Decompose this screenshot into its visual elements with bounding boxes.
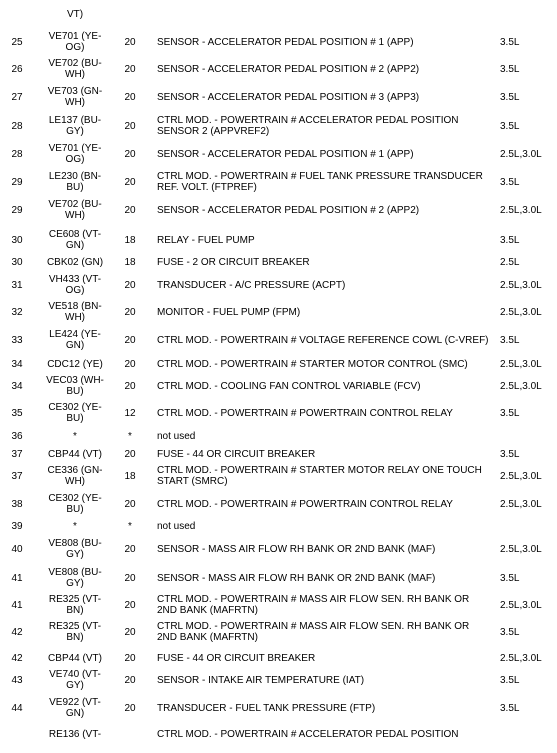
application: 2.5L,3.0L (500, 543, 542, 555)
circuit-desc: RELAY - FUEL PUMP (157, 234, 255, 246)
wire-gauge: 20 (124, 306, 136, 318)
pin-number: 37 (11, 470, 23, 482)
wire-gauge: * (128, 430, 132, 442)
circuit-desc: SENSOR - MASS AIR FLOW RH BANK OR 2ND BANK (MAF) (157, 572, 436, 584)
pin-number: 31 (11, 279, 23, 291)
pin-number: 34 (11, 380, 23, 392)
pin-number: 32 (11, 306, 23, 318)
wire-gauge: 20 (124, 36, 136, 48)
pin-number: 33 (11, 334, 23, 346)
pin-number: 41 (11, 599, 23, 611)
circuit-desc: CTRL MOD. - POWERTRAIN # STARTER MOTOR CONTROL (SMC) (157, 358, 468, 370)
circuit-desc: not used (157, 430, 196, 442)
circuit-desc: CTRL MOD. - POWERTRAIN # POWERTRAIN CONTROL RELAY (157, 407, 453, 419)
wire-code: CE608 (VT- GN) (48, 229, 102, 251)
wire-code: LE137 (BU- GY) (48, 115, 102, 137)
application: 2.5L,3.0L (500, 148, 542, 160)
circuit-desc: MONITOR - FUEL PUMP (FPM) (157, 306, 301, 318)
circuit-desc: TRANSDUCER - FUEL TANK PRESSURE (FTP) (157, 702, 376, 714)
application: 2.5L,3.0L (500, 306, 542, 318)
wire-code: LE424 (YE- GN) (49, 329, 101, 351)
wire-code: RE325 (VT- BN) (48, 621, 102, 643)
application: 2.5L,3.0L (500, 279, 542, 291)
wire-gauge: 12 (124, 407, 136, 419)
pin-number: 26 (11, 63, 23, 75)
pin-number: 35 (11, 407, 23, 419)
circuit-desc: CTRL MOD. - POWERTRAIN # MASS AIR FLOW SEN. RH BANK OR 2ND BANK (MAFRTN) (157, 621, 470, 643)
wire-code: VE702 (BU- WH) (48, 199, 102, 221)
circuit-desc: CTRL MOD. - POWERTRAIN # ACCELERATOR PEDAL POSITION (157, 729, 459, 740)
wire-gauge: * (128, 520, 132, 532)
wire-gauge: 20 (124, 380, 136, 392)
application: 3.5L (500, 674, 520, 686)
wire-gauge: 18 (124, 234, 136, 246)
wire-code: CDC12 (YE) (47, 358, 103, 370)
pin-number: 42 (11, 626, 23, 638)
application: 3.5L (500, 176, 520, 188)
application: 3.5L (500, 234, 520, 246)
circuit-desc: CTRL MOD. - POWERTRAIN # MASS AIR FLOW SEN. RH BANK OR 2ND BANK (MAFRTN) (157, 594, 470, 616)
wire-gauge: 20 (124, 448, 136, 460)
wire-gauge: 20 (124, 626, 136, 638)
circuit-desc: SENSOR - ACCELERATOR PEDAL POSITION # 1 (APP) (157, 148, 414, 160)
wire-gauge: 20 (124, 63, 136, 75)
circuit-desc: CTRL MOD. - COOLING FAN CONTROL VARIABLE (FCV) (157, 380, 421, 392)
wire-gauge: 20 (124, 572, 136, 584)
circuit-desc: CTRL MOD. - POWERTRAIN # ACCELERATOR PEDAL POSITION SENSOR 2 (APPVREF2) (157, 115, 459, 137)
pin-number: 39 (11, 520, 23, 532)
pin-number: 28 (11, 148, 23, 160)
application: 2.5L,3.0L (500, 470, 542, 482)
application: 2.5L,3.0L (500, 358, 542, 370)
application: 2.5L,3.0L (500, 380, 542, 392)
circuit-desc: CTRL MOD. - POWERTRAIN # STARTER MOTOR RELAY ONE TOUCH START (SMRC) (157, 465, 482, 487)
pin-number: 29 (11, 204, 23, 216)
wire-gauge: 20 (124, 334, 136, 346)
circuit-desc: SENSOR - ACCELERATOR PEDAL POSITION # 3 (APP3) (157, 91, 420, 103)
wire-code: VE701 (YE- OG) (48, 143, 102, 165)
pin-number: 40 (11, 543, 23, 555)
wire-code: CE302 (YE- BU) (48, 402, 102, 424)
circuit-desc: FUSE - 44 OR CIRCUIT BREAKER (157, 448, 316, 460)
wire-gauge: 20 (124, 674, 136, 686)
pin-number: 43 (11, 674, 23, 686)
wire-code: VEC03 (WH- BU) (46, 375, 104, 397)
wire-code: CBK02 (GN) (46, 256, 104, 268)
application: 3.5L (500, 120, 520, 132)
wire-code: * (73, 520, 77, 532)
circuit-desc: CTRL MOD. - POWERTRAIN # VOLTAGE REFERENCE COWL (C-VREF) (157, 334, 489, 346)
wire-code: * (73, 430, 77, 442)
wire-gauge: 20 (124, 599, 136, 611)
application: 3.5L (500, 63, 520, 75)
wire-code: RE325 (VT- BN) (48, 594, 102, 616)
pin-number: 34 (11, 358, 23, 370)
pin-number: 29 (11, 176, 23, 188)
application: 2.5L,3.0L (500, 652, 542, 664)
wire-gauge: 20 (124, 702, 136, 714)
wire-code: CE336 (GN- WH) (47, 465, 103, 487)
circuit-desc: not used (157, 520, 196, 532)
wire-gauge: 20 (124, 120, 136, 132)
wire-code: CBP44 (VT) (48, 448, 102, 460)
wire-gauge: 20 (124, 543, 136, 555)
pin-number: 36 (11, 430, 23, 442)
pin-number: 25 (11, 36, 23, 48)
wire-code: VE701 (YE- OG) (48, 31, 102, 53)
wire-code: LE230 (BN- BU) (48, 171, 102, 193)
wire-code: VH433 (VT- OG) (48, 274, 102, 296)
wire-code: VE702 (BU- WH) (48, 58, 102, 80)
wire-code: CE302 (YE- BU) (48, 493, 102, 515)
wire-gauge: 20 (124, 148, 136, 160)
circuit-desc: FUSE - 44 OR CIRCUIT BREAKER (157, 652, 316, 664)
application: 2.5L,3.0L (500, 599, 542, 611)
pin-number: 30 (11, 234, 23, 246)
application: 3.5L (500, 91, 520, 103)
wire-gauge: 20 (124, 279, 136, 291)
wire-gauge: 20 (124, 204, 136, 216)
application: 3.5L (500, 407, 520, 419)
application: 2.5L,3.0L (500, 498, 542, 510)
circuit-desc: FUSE - 2 OR CIRCUIT BREAKER (157, 256, 310, 268)
circuit-desc: SENSOR - MASS AIR FLOW RH BANK OR 2ND BANK (MAF) (157, 543, 436, 555)
wire-code: VT) (66, 8, 84, 20)
circuit-desc: SENSOR - INTAKE AIR TEMPERATURE (IAT) (157, 674, 365, 686)
wire-gauge: 18 (124, 256, 136, 268)
circuit-desc: SENSOR - ACCELERATOR PEDAL POSITION # 2 (APP2) (157, 204, 420, 216)
wire-code: CBP44 (VT) (48, 652, 102, 664)
circuit-desc: SENSOR - ACCELERATOR PEDAL POSITION # 1 (APP) (157, 36, 414, 48)
pin-number: 42 (11, 652, 23, 664)
wire-code: VE703 (GN- WH) (47, 86, 103, 108)
application: 3.5L (500, 626, 520, 638)
application: 3.5L (500, 572, 520, 584)
circuit-desc: TRANSDUCER - A/C PRESSURE (ACPT) (157, 279, 346, 291)
wire-code: VE922 (VT- GN) (49, 697, 101, 719)
pin-number: 37 (11, 448, 23, 460)
application: 3.5L (500, 36, 520, 48)
application: 3.5L (500, 334, 520, 346)
application: 3.5L (500, 702, 520, 714)
pin-number: 41 (11, 572, 23, 584)
pin-number: 44 (11, 702, 23, 714)
circuit-desc: SENSOR - ACCELERATOR PEDAL POSITION # 2 (APP2) (157, 63, 420, 75)
wire-code: VE808 (BU- GY) (48, 538, 102, 560)
application: 2.5L (500, 256, 520, 268)
pin-number: 38 (11, 498, 23, 510)
wire-gauge: 20 (124, 91, 136, 103)
circuit-desc: CTRL MOD. - POWERTRAIN # POWERTRAIN CONTROL RELAY (157, 498, 453, 510)
pin-number: 28 (11, 120, 23, 132)
wire-gauge: 20 (124, 652, 136, 664)
wire-gauge: 18 (124, 470, 136, 482)
pin-number: 30 (11, 256, 23, 268)
wire-gauge: 20 (124, 358, 136, 370)
wire-code: VE518 (BN- WH) (48, 301, 102, 323)
wire-gauge: 20 (124, 176, 136, 188)
wire-code: RE136 (VT- (48, 729, 102, 740)
application: 2.5L,3.0L (500, 204, 542, 216)
application: 3.5L (500, 448, 520, 460)
circuit-desc: CTRL MOD. - POWERTRAIN # FUEL TANK PRESSURE TRANSDUCER REF. VOLT. (FTPREF) (157, 171, 483, 193)
wire-code: VE808 (BU- GY) (48, 567, 102, 589)
pin-number: 27 (11, 91, 23, 103)
wire-code: VE740 (VT- GY) (49, 669, 101, 691)
wire-gauge: 20 (124, 498, 136, 510)
